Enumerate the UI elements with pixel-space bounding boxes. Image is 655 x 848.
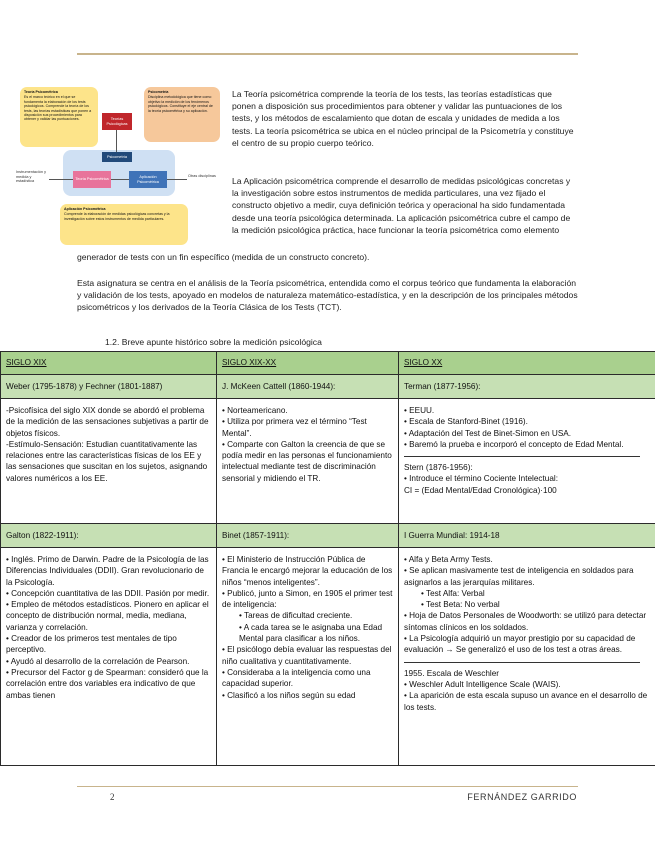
subheader-cell: J. McKeen Cattell (1860-1944): bbox=[217, 375, 399, 399]
table-row bbox=[1, 548, 655, 766]
table-header-row bbox=[1, 352, 655, 375]
diagram-left-label: Instrumentación y medida y estadística bbox=[16, 170, 46, 184]
diagram-node-teoria-psicometrica: Teoría Psicométrica bbox=[73, 171, 111, 188]
list-item: • Comparte con Galton la creencia de que se podía medir en las personas el funcionamiento intelectual mediante test de discriminación sensorial y midiendo el TR. bbox=[222, 439, 392, 483]
list-item: • Se aplican masivamente test de inteligencia en soldados para asignarlos a las jerarquías militares. bbox=[404, 566, 634, 587]
list-item: • Tareas de dificultad creciente. bbox=[239, 611, 353, 621]
subheader-cell: Binet (1857-1911): bbox=[217, 524, 399, 548]
cell-divider bbox=[404, 456, 640, 457]
table-row bbox=[1, 399, 655, 524]
list-item: • Empleo de métodos estadísticos. Pionero en aplicar el concepto de distribución normal, media, mediana, varianza y correlación. bbox=[6, 600, 209, 632]
diagram-box-teoria: Teoría Psicométrica Es el marco teórico en el que se fundamenta la elaboración de los tests psicológicos. Comprende la teoría de los tests, las teorías estadísticas que ponen a disposición sus procedimientos para obtener y validar las puntuaciones. bbox=[20, 87, 98, 147]
list-item: • Consideraba a la inteligencia como una capacidad superior. bbox=[222, 667, 371, 689]
list-item: • Introduce el término Cociente Intelectual: bbox=[404, 474, 558, 484]
list-item: • Creador de los primeros test mentales de tipo perceptivo. bbox=[6, 634, 177, 655]
header-cell: SIGLO XX bbox=[399, 352, 655, 375]
subheader-cell: Weber (1795-1878) y Fechner (1801-1887) bbox=[1, 375, 217, 399]
list-item: • EEUU. bbox=[404, 406, 435, 415]
list-item: • A cada tarea se le asignaba una Edad Mental para clasificar a los niños. bbox=[239, 622, 383, 644]
diagram-box-aplicacion: Aplicación Psicométrica Comprende la elaboración de medidas psicológicas concretas y la investigación sobre estos instrumentos de medida particulares. bbox=[60, 204, 188, 245]
header-rule bbox=[77, 53, 578, 55]
list-item: • Ayudó al desarrollo de la correlación de Pearson. bbox=[6, 656, 190, 666]
list-item: • Adaptación del Test de Binet-Simon en USA. bbox=[404, 428, 572, 438]
list-item: • Clasificó a los niños según su edad bbox=[222, 690, 356, 700]
subheader-cell: I Guerra Mundial: 1914-18 bbox=[399, 524, 655, 548]
history-table bbox=[0, 351, 655, 766]
section-title: 1.2. Breve apunte histórico sobre la medición psicológica bbox=[105, 337, 322, 347]
diagram-node-teorias-psicologicas: Teorías Psicológicas bbox=[102, 113, 132, 130]
table-subheader-row bbox=[1, 524, 655, 548]
intro-paragraph-3: Esta asignatura se centra en el análisis de la Teoría psicométrica, entendida como el corpus teórico que fundamenta la elaboración y validación de los tests, apoyado en modelos de naturaleza matemático-estadística, y en la descripción de los principales métodos psicométricos y los derivados de la Teoría Clásica de los Tests (TCT). bbox=[77, 278, 578, 313]
list-item: • Inglés. Primo de Darwin. Padre de la Psicología de las Diferencias Individuales (DDII). Gran revolucionario de la Psicología. bbox=[6, 555, 209, 587]
page-number: 2 bbox=[110, 792, 115, 802]
intro-paragraph-2: La Aplicación psicométrica comprende el desarrollo de medidas psicológicas concretas y la investigación sobre estos instrumentos de medida particulares, una vez fijado el constructo objetivo a medir, cuya definición teórica y operacional ha sido fundamentada desde una teoría psicológica determinada. La aplicación psicométrica cubre el campo de la medición psicológica práctica, hace funcionar la teoría psicométrica como elemento bbox=[232, 176, 571, 235]
intro-paragraph-1: La Teoría psicométrica comprende la teoría de los tests, las teorías estadísticas que ponen a disposición sus procedimientos para obtener y validar las puntuaciones de los tests, y los métodos de escalamiento que dotan de escala y unidades de medida a los tests. La teoría psicométrica se ubica en el núcleo principal de la Psicometría y constituye el centro de su propio cuerpo teórico. bbox=[232, 89, 574, 148]
list-item: • Escala de Stanford-Binet (1916). bbox=[404, 417, 528, 427]
list-item: • Concepción cuantitativa de las DDII. Pasión por medir. bbox=[6, 588, 210, 598]
list-item: • Norteamericano. bbox=[222, 406, 288, 415]
list-item: • Alfa y Beta Army Tests. bbox=[404, 555, 493, 564]
cell-subtitle: Stern (1876-1956): bbox=[404, 463, 473, 473]
table-cell bbox=[399, 399, 655, 524]
table-cell bbox=[399, 548, 655, 766]
table-cell bbox=[1, 399, 217, 524]
list-item: • El psicólogo debía evaluar las respuestas del niño cualitativa y cuantitativamente. bbox=[222, 645, 392, 666]
intro-paragraph-2-end: generador de tests con un fin específico (medida de un constructo concreto). bbox=[77, 252, 370, 262]
list-item: • Weschler Adult Intelligence Scale (WAIS). bbox=[404, 679, 561, 689]
table-cell bbox=[1, 548, 217, 766]
list-item: • Utiliza por primera vez el término “Test Mental”. bbox=[222, 417, 367, 438]
diagram-connector bbox=[116, 130, 117, 152]
table-subheader-row bbox=[1, 375, 655, 399]
table-cell bbox=[217, 548, 399, 766]
list-item: • Publicó, junto a Simon, en 1905 el primer test de inteligencia: bbox=[222, 588, 393, 610]
cell-text: -Psicofísica del siglo XIX donde se abordó el problema de la medición de las sensaciones subjetivas a partir de objetos físicos. -Estímulo-Sensación: Estudian cuantitativamente las relaciones entre las características físicas de los EE y las sensaciones que suscitan en los sujetos, asignando valores numéricos a los EE. bbox=[6, 406, 209, 483]
diagram-box-psicometria: Psicometría Disciplina metodológica que tiene como objetivo la medición de los fenómenos psicológicos. Constituye el eje central de la teoría psicométrica y su aplicación. bbox=[144, 87, 220, 142]
footer-author: FERNÁNDEZ GARRIDO bbox=[467, 792, 577, 802]
footer-rule bbox=[77, 786, 578, 787]
list-item: • La Psicología adquirió un mayor prestigio por su capacidad de evaluación → Se generalizó el uso de los test a otras áreas. bbox=[404, 634, 636, 655]
psychometrics-diagram bbox=[16, 86, 221, 246]
list-item: • El Ministerio de Instrucción Pública de Francia le encargó mejorar la educación de los niños “menos inteligentes”. bbox=[222, 555, 393, 587]
header-cell: SIGLO XIX-XX bbox=[217, 352, 399, 375]
cell-divider bbox=[404, 662, 640, 663]
diagram-connector bbox=[111, 179, 129, 180]
subheader-cell: Terman (1877-1956): bbox=[399, 375, 655, 399]
diagram-node-psicometria: Psicometría bbox=[102, 152, 132, 162]
diagram-node-aplicacion-psicometrica: Aplicación Psicométrica bbox=[129, 171, 167, 188]
diagram-connector bbox=[49, 179, 73, 180]
list-item: • Hoja de Datos Personales de Woodworth: se utilizó para detectar síntomas clínicos en los soldados. bbox=[404, 611, 647, 632]
list-item: • Test Alfa: Verbal bbox=[421, 588, 485, 598]
list-item: • Test Beta: No verbal bbox=[421, 600, 500, 610]
diagram-right-label: Otras disciplinas bbox=[188, 174, 216, 178]
diagram-connector bbox=[167, 179, 187, 180]
list-item: • Precursor del Factor g de Spearman: consideró que la correlación entre dos variables era indicativo de que ambas tienen bbox=[6, 667, 209, 700]
table-cell bbox=[217, 399, 399, 524]
cell-subtitle: 1955. Escala de Weschler bbox=[404, 668, 499, 678]
list-item: CI = (Edad Mental/Edad Cronológica)·100 bbox=[404, 485, 557, 495]
header-cell: SIGLO XIX bbox=[1, 352, 217, 375]
list-item: • La aparición de esta escala supuso un avance en el desarrollo de los tests. bbox=[404, 691, 648, 712]
subheader-cell: Galton (1822-1911): bbox=[1, 524, 217, 548]
list-item: • Baremó la prueba e incorporó el concepto de Edad Mental. bbox=[404, 439, 624, 449]
